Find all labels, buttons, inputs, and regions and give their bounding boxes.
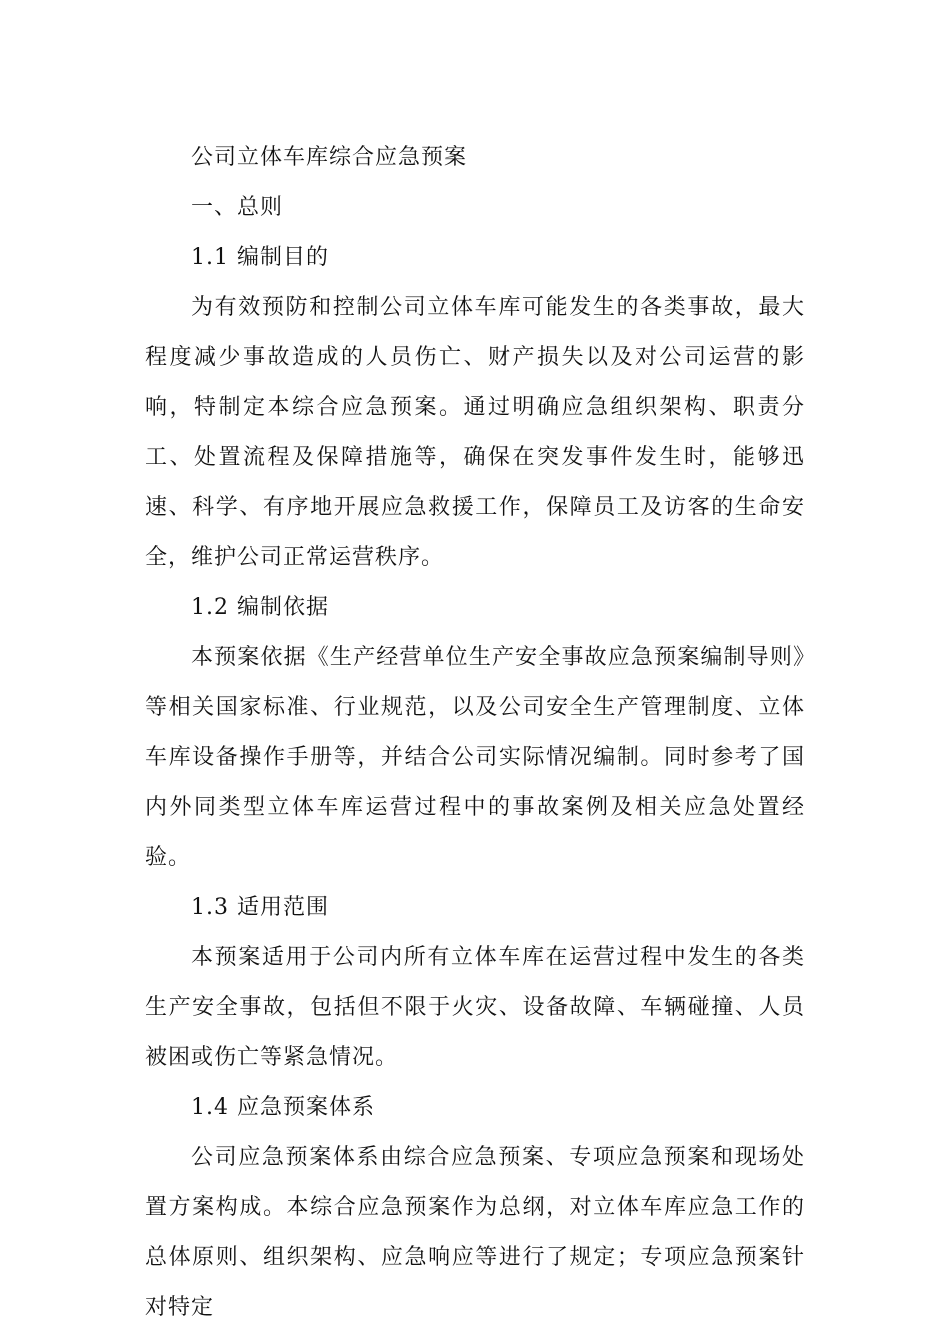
document-title: 公司立体车库综合应急预案 (191, 145, 468, 170)
paragraph-plan-system: 公司应急预案体系由综合应急预案、专项应急预案和现场处置方案构成。本综合应急预案作为总纲，对立体车库应急工作的总体原则、组织架构、应急响应等进行了规定；专项应急预案针对特定 (145, 1145, 805, 1320)
subsection-heading-purpose: 1.1 编制目的 (191, 245, 329, 270)
paragraph-purpose: 为有效预防和控制公司立体车库可能发生的各类事故，最大程度减少事故造成的人员伤亡、财产损失以及对公司运营的影响，特制定本综合应急预案。通过明确应急组织架构、职责分工、处置流程及保障措施等，确保在突发事件发生时，能够迅速、科学、有序地开展应急救援工作，保障员工及访客的生命安全，维护公司正常运营秩序。 (145, 295, 805, 570)
subsection-heading-scope: 1.3 适用范围 (191, 895, 329, 920)
paragraph-basis: 本预案依据《生产经营单位生产安全事故应急预案编制导则》等相关国家标准、行业规范，以及公司安全生产管理制度、立体车库设备操作手册等，并结合公司实际情况编制。同时参考了国内外同类型立体车库运营过程中的事故案例及相关应急处置经验。 (145, 645, 805, 870)
subsection-heading-basis: 1.2 编制依据 (191, 595, 329, 620)
document-body (145, 133, 805, 1333)
section-heading-general: 一、总则 (191, 195, 284, 220)
paragraph-scope: 本预案适用于公司内所有立体车库在运营过程中发生的各类生产安全事故，包括但不限于火灾、设备故障、车辆碰撞、人员被困或伤亡等紧急情况。 (145, 945, 805, 1070)
subsection-heading-plan-system: 1.4 应急预案体系 (191, 1095, 375, 1120)
